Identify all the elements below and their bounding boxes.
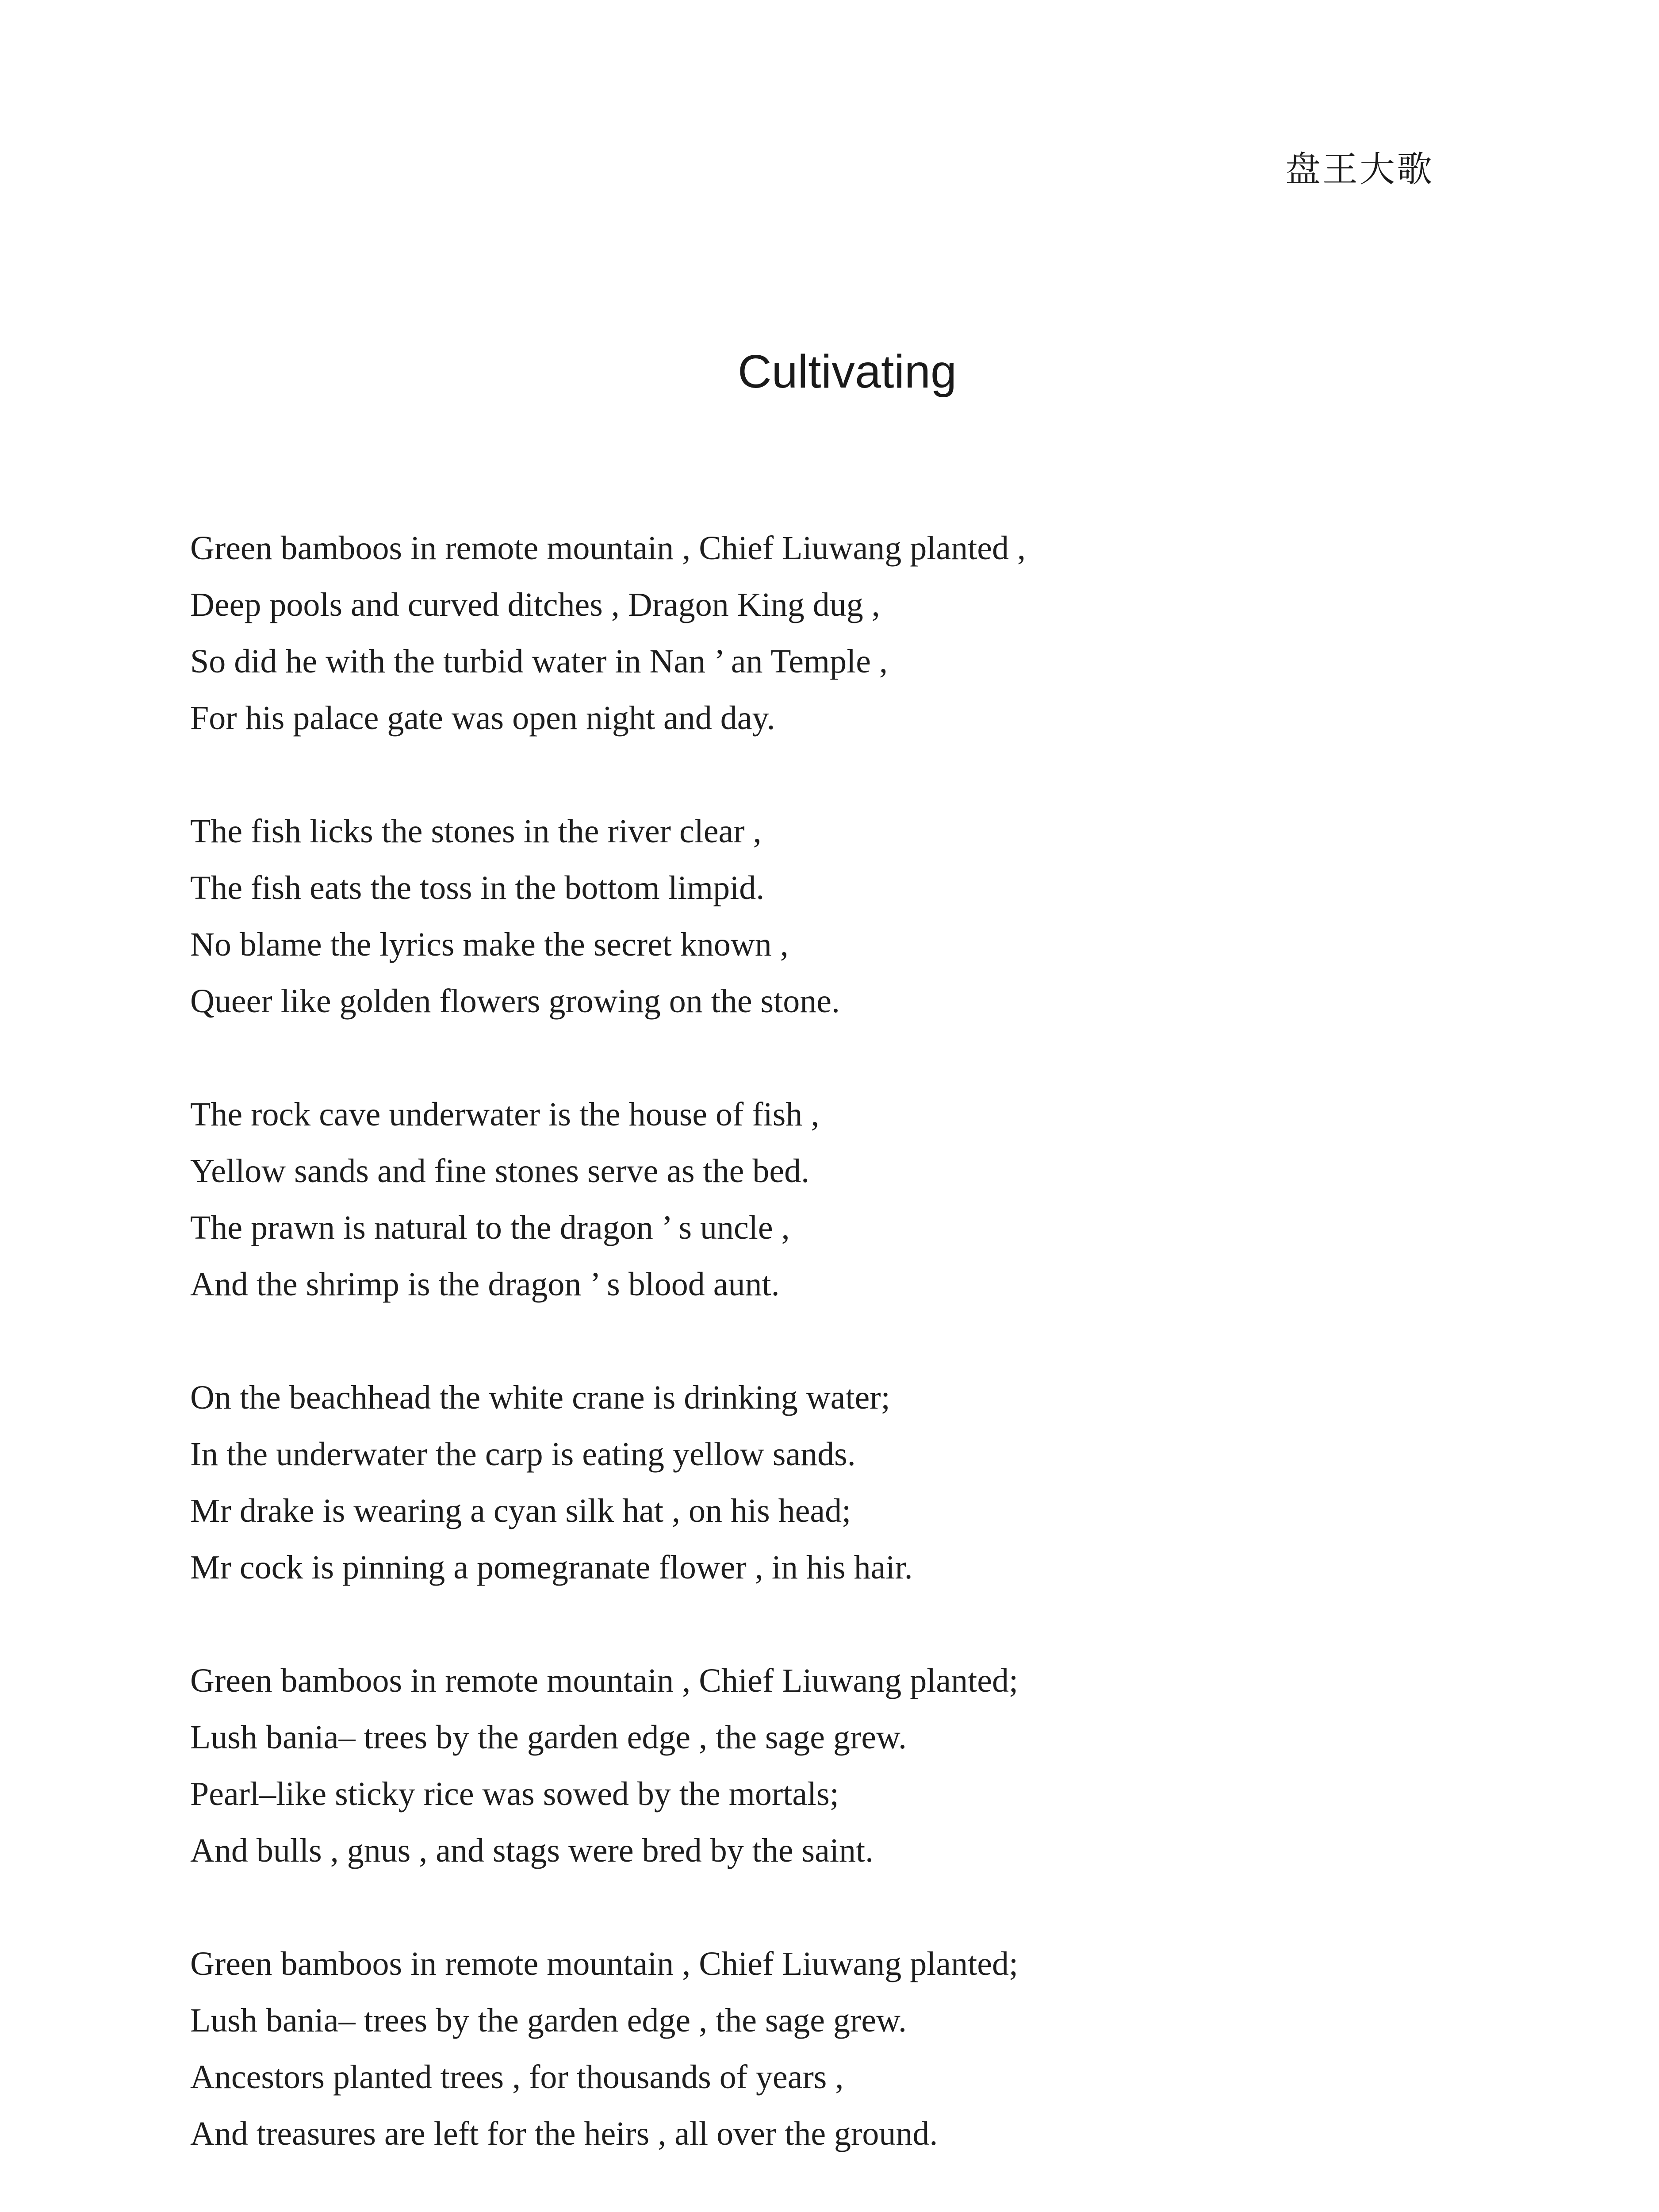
poem-line: In the underwater the carp is eating yellow sands. [190, 1436, 856, 1473]
poem-line: And the shrimp is the dragon ’ s blood aunt. [190, 1266, 780, 1303]
poem-line: Green bamboos in remote mountain , Chief Liuwang planted; [190, 1662, 1019, 1699]
poem-line: And bulls , gnus , and stags were bred by the saint. [190, 1832, 874, 1869]
running-header: 盘王大歌 [1285, 149, 1434, 190]
stanza [190, 1652, 1473, 1879]
poem-line: For his palace gate was open night and day. [190, 699, 775, 737]
poem-line: The rock cave underwater is the house of fish , [190, 1096, 820, 1133]
poem-line: Mr drake is wearing a cyan silk hat , on his head; [190, 1492, 851, 1529]
poem-line: Mr cock is pinning a pomegranate flower , in his hair. [190, 1549, 913, 1586]
stanza [190, 1369, 1473, 1596]
poem-line: Lush bania– trees by the garden edge , the sage grew. [190, 2002, 907, 2039]
poem-line: Lush bania– trees by the garden edge , the sage grew. [190, 1719, 907, 1756]
page-title: Cultivating [738, 346, 957, 398]
poem-line: Queer like golden flowers growing on the stone. [190, 983, 840, 1020]
poem-line: The prawn is natural to the dragon ’ s uncle , [190, 1209, 790, 1246]
poem-line: Green bamboos in remote mountain , Chief Liuwang planted , [190, 530, 1026, 567]
poem-body [190, 520, 1473, 2212]
poem-line: Ancestors planted trees , for thousands of years , [190, 2058, 844, 2096]
poem-line: Green bamboos in remote mountain , Chief Liuwang planted; [190, 1945, 1019, 1982]
poem-line: Yellow sands and fine stones serve as the bed. [190, 1152, 810, 1190]
poem-line: Deep pools and curved ditches , Dragon King dug , [190, 586, 880, 623]
stanza [190, 1086, 1473, 1313]
poem-line: The fish licks the stones in the river clear , [190, 813, 762, 850]
stanza [190, 1936, 1473, 2162]
poem-line: No blame the lyrics make the secret known , [190, 926, 789, 963]
poem-line: Pearl–like sticky rice was sowed by the mortals; [190, 1775, 839, 1813]
poem-line: So did he with the turbid water in Nan ’ an Temple , [190, 643, 888, 680]
stanza [190, 803, 1473, 1029]
poem-line: On the beachhead the white crane is drinking water; [190, 1379, 890, 1416]
stanza [190, 520, 1473, 746]
poem-line: And treasures are left for the heirs , all over the ground. [190, 2115, 938, 2152]
poem-line: The fish eats the toss in the bottom limpid. [190, 869, 765, 906]
